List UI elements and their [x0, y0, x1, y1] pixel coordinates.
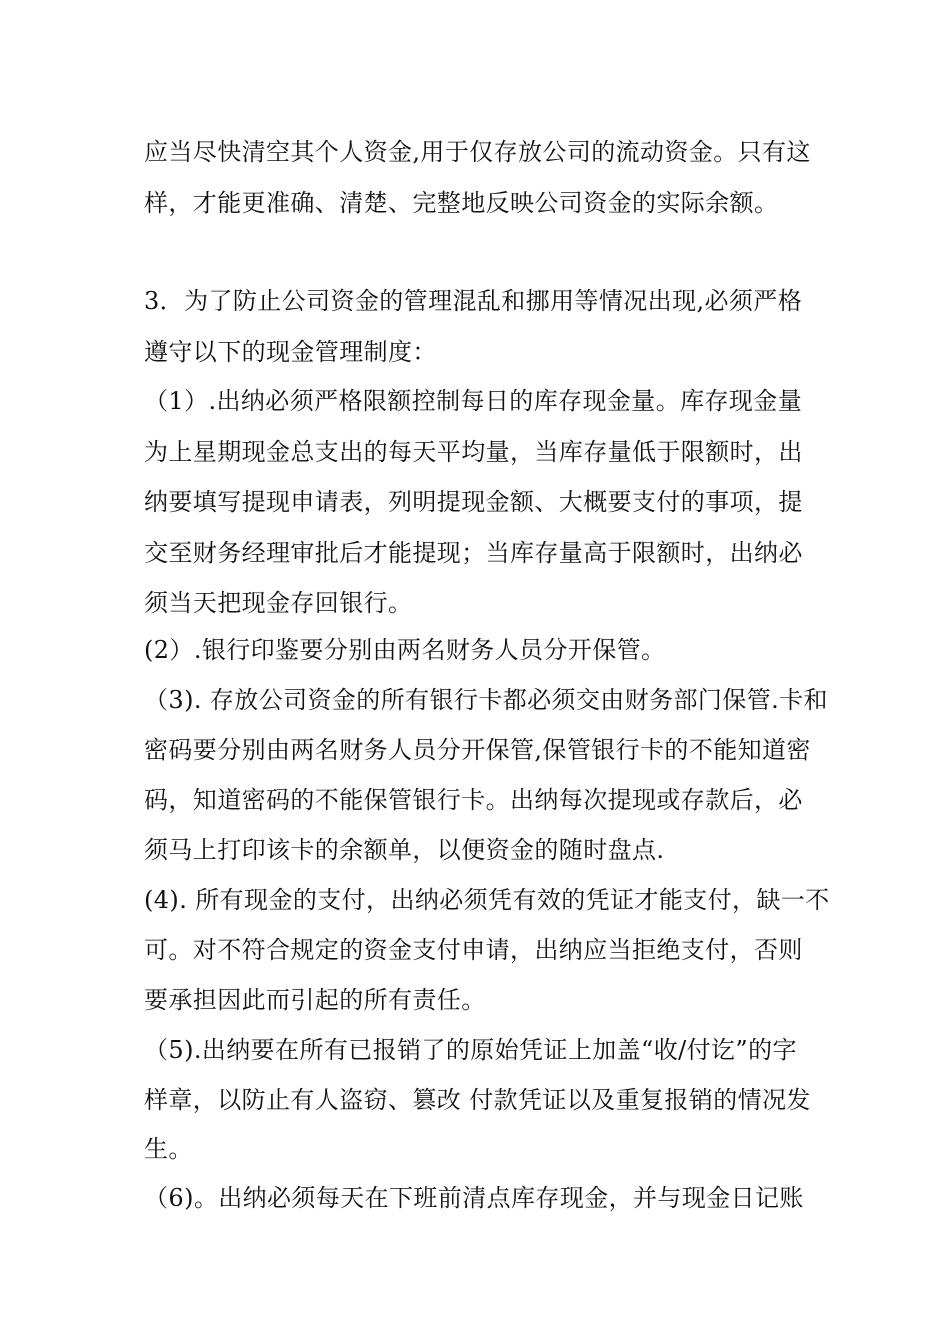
paragraph-line: 须当天把现金存回银行。	[144, 589, 413, 617]
item-2-line: (2）.银行印鉴要分别由两名财务人员分开保管。	[144, 636, 666, 664]
paragraph-line: 须马上打印该卡的余额单，以便资金的随时盘点.	[144, 836, 665, 864]
section-3-heading-line: 3．为了防止公司资金的管理混乱和挪用等情况出现,必须严格	[144, 287, 803, 315]
paragraph-line: 可。对不符合规定的资金支付申请，出纳应当拒绝支付，否则	[144, 936, 803, 964]
paragraph-line: 交至财务经理审批后才能提现；当库存量高于限额时，出纳必	[144, 539, 803, 567]
item-1-line: （1）.出纳必须严格限额控制每日的库存现金量。库存现金量	[144, 387, 803, 415]
item-4-line: (4). 所有现金的支付，出纳必须凭有效的凭证才能支付，缺一不	[144, 886, 830, 914]
paragraph-line: 样章，以防止有人盗窃、篡改 付款凭证以及重复报销的情况发	[144, 1086, 811, 1114]
paragraph-line: 样，才能更准确、清楚、完整地反映公司资金的实际余额。	[144, 189, 779, 217]
paragraph-line: 为上星期现金总支出的每天平均量，当库存量低于限额时，出	[144, 438, 803, 466]
item-3-line: （3). 存放公司资金的所有银行卡都必须交由财务部门保管.卡和	[144, 686, 828, 714]
paragraph-line: 纳要填写提现申请表，列明提现金额、大概要支付的事项，提	[144, 488, 803, 516]
paragraph-line: 应当尽快清空其个人资金,用于仅存放公司的流动资金。只有这	[144, 138, 811, 166]
paragraph-line: 码，知道密码的不能保管银行卡。出纳每次提现或存款后，必	[144, 786, 803, 814]
paragraph-line: 生。	[144, 1135, 193, 1163]
paragraph-line: 密码要分别由两名财务人员分开保管,保管银行卡的不能知道密	[144, 736, 811, 764]
item-5-line: （5).出纳要在所有已报销了的原始凭证上加盖“收/付讫”的字	[144, 1036, 797, 1064]
item-6-line: （6)。出纳必须每天在下班前清点库存现金，并与现金日记账	[144, 1184, 804, 1212]
paragraph-line: 要承担因此而引起的所有责任。	[144, 986, 486, 1014]
paragraph-line: 遵守以下的现金管理制度：	[144, 338, 437, 366]
